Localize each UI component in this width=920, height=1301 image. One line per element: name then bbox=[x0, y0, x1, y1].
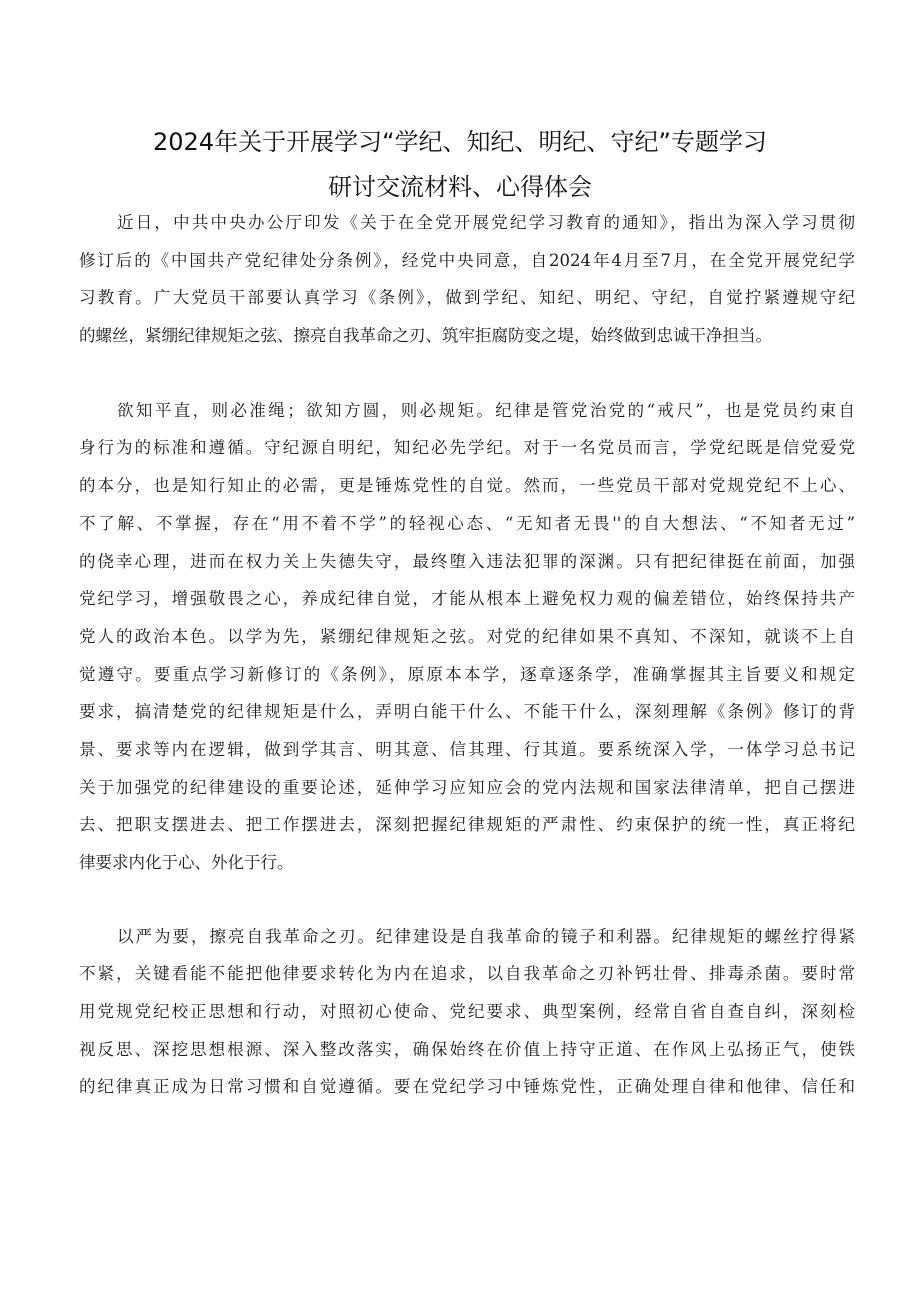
paragraph-3 bbox=[79, 918, 855, 1106]
text-line: 修订后的《中国共产党纪律处分条例》，经党中央同意，自2024年4月至7月，在全党开展党纪学 bbox=[79, 250, 855, 270]
text-line: 欲知平直，则必准绳；欲知方圆，则必规矩。纪律是管党治党的“戒尺”，也是党员约束自 bbox=[117, 400, 855, 420]
text-line: 律要求内化于心、外化于行。 bbox=[79, 853, 294, 872]
text-line: 用党规党纪校正思想和行动，对照初心使命、党纪要求、典型案例，经常自省自查自纠，深刻检 bbox=[79, 1002, 855, 1022]
document-title bbox=[60, 120, 860, 210]
text-line: 视反思、深挖思想根源、深入整改落实，确保始终在价值上持守正道、在作风上弘扬正气，使铁 bbox=[79, 1039, 855, 1059]
document-body bbox=[79, 204, 855, 1106]
text-line: 不了解、不掌握，存在“用不着不学”的轻视心态、“无知者无畏''的自大想法、“不知者无过” bbox=[79, 513, 855, 533]
text-line: 关于加强党的纪律建设的重要论述，延伸学习应知应会的党内法规和国家法律清单，把自己摆进 bbox=[79, 777, 855, 797]
paragraph-gap bbox=[79, 882, 855, 918]
text-line: 的本分，也是知行知止的必需，更是锤炼党性的自觉。然而，一些党员干部对党规党纪不上心、 bbox=[79, 476, 855, 496]
text-line: 去、把职支摆进去、把工作摆进去，深刻把握纪律规矩的严肃性、约束保护的统一性，真正将纪 bbox=[79, 815, 855, 835]
title-line-2: 研讨交流材料、心得体会 bbox=[328, 173, 592, 201]
text-line: 习教育。广大党员干部要认真学习《条例》，做到学纪、知纪、明纪、守纪，自觉拧紧遵规守纪 bbox=[79, 288, 855, 308]
paragraph-2 bbox=[79, 392, 855, 882]
text-line: 不紧，关键看能不能把他律要求转化为内在追求，以自我革命之刃补钙壮骨、排毒杀菌。要时常 bbox=[79, 964, 855, 984]
text-line: 的侥幸心理，进而在权力关上失德失守，最终堕入违法犯罪的深渊。只有把纪律挺在前面，加强 bbox=[79, 551, 855, 571]
title-line-1: 2024年关于开展学习“学纪、知纪、明纪、守纪”专题学习 bbox=[153, 128, 767, 156]
text-line: 觉遵守。要重点学习新修订的《条例》，原原本本学，逐章逐条学，准确掌握其主旨要义和规定 bbox=[79, 664, 855, 684]
text-line: 景、要求等内在逻辑，做到学其言、明其意、信其理、行其道。要系统深入学，一体学习总书记 bbox=[79, 739, 855, 759]
text-line: 的纪律真正成为日常习惯和自觉遵循。要在党纪学习中锤炼党性，正确处理自律和他律、信任和 bbox=[79, 1077, 855, 1097]
text-line: 近日，中共中央办公厅印发《关于在全党开展党纪学习教育的通知》，指出为深入学习贯彻 bbox=[117, 213, 855, 232]
text-line: 党纪学习，增强敬畏之心，养成纪律自觉，才能从根本上避免权力观的偏差错位，始终保持共产 bbox=[79, 589, 855, 609]
text-line: 党人的政治本色。以学为先，紧绷纪律规矩之弦。对党的纪律如果不真知、不深知，就谈不上自 bbox=[79, 626, 855, 646]
text-line: 的螺丝，紧绷纪律规矩之弦、擦亮自我革命之刃、筑牢拒腐防变之堤，始终做到忠诚干净担当。 bbox=[79, 326, 772, 346]
paragraph-gap bbox=[79, 355, 855, 392]
text-line: 以严为要，擦亮自我革命之刃。纪律建设是自我革命的镜子和利器。纪律规矩的螺丝拧得紧 bbox=[117, 926, 855, 946]
paragraph-1 bbox=[79, 204, 855, 355]
text-line: 身行为的标准和遵循。守纪源自明纪，知纪必先学纪。对于一名党员而言，学党纪既是信党爱党 bbox=[79, 438, 855, 458]
text-line: 要求，搞清楚党的纪律规矩是什么，弄明白能干什么、不能干什么，深刻理解《条例》修订的背 bbox=[79, 702, 855, 722]
